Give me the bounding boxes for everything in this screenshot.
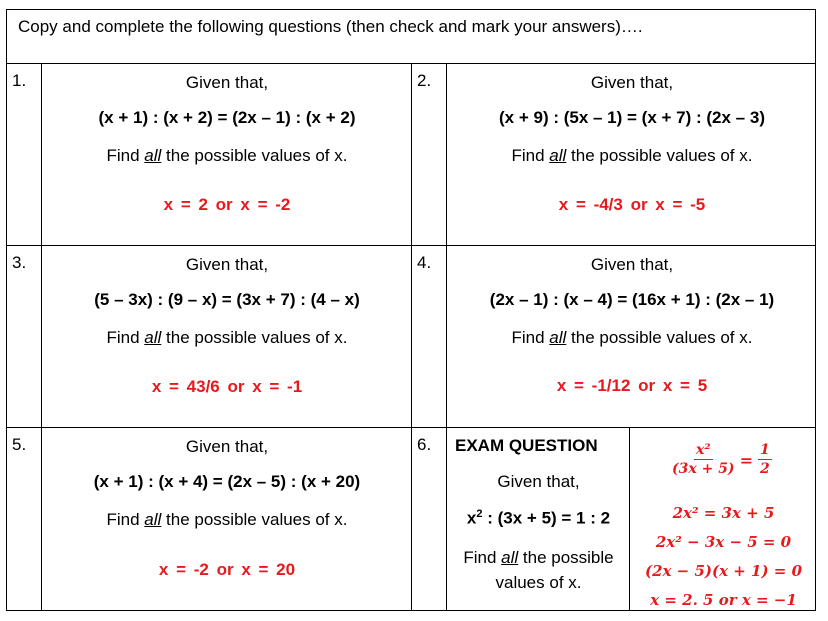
find-instruction: Find all the possible values of x. bbox=[106, 510, 348, 529]
find-instruction: Find all the possible values of x. bbox=[106, 146, 348, 165]
answer: x = -4/3 or x = -5 bbox=[558, 195, 706, 214]
find-instruction: Find all the possible values of x. bbox=[511, 328, 753, 347]
answer: x = -1/12 or x = 5 bbox=[556, 376, 708, 395]
question-number: 6. bbox=[412, 428, 447, 610]
question-equation: (2x – 1) : (x – 4) = (16x + 1) : (2x – 1) bbox=[489, 290, 775, 309]
question-number: 1. bbox=[7, 64, 42, 245]
question-equation: (5 – 3x) : (9 – x) = (3x + 7) : (4 – x) bbox=[94, 290, 360, 309]
question-5-cell bbox=[42, 428, 412, 610]
question-number: 5. bbox=[7, 428, 42, 610]
question-number: 2. bbox=[412, 64, 447, 245]
working-line: (2x − 5)(x + 1) = 0 bbox=[644, 562, 803, 580]
given-text: Given that, bbox=[185, 255, 269, 274]
question-number: 4. bbox=[412, 246, 447, 427]
question-row-1 bbox=[7, 64, 815, 246]
question-row-3 bbox=[7, 428, 815, 610]
given-text: Given that, bbox=[185, 437, 269, 456]
given-text: Given that, bbox=[590, 73, 674, 92]
answer: x = -2 or x = 20 bbox=[158, 560, 296, 579]
question-6-cell bbox=[447, 428, 630, 610]
question-2-cell bbox=[447, 64, 817, 245]
question-1-cell bbox=[42, 64, 412, 245]
given-text: Given that, bbox=[590, 255, 674, 274]
question-4-cell bbox=[447, 246, 817, 427]
question-equation: (x + 1) : (x + 4) = (2x – 5) : (x + 20) bbox=[93, 472, 361, 491]
working-line: 2x² = 3x + 5 bbox=[672, 504, 775, 522]
given-text: Given that, bbox=[497, 472, 580, 491]
given-text: Given that, bbox=[185, 73, 269, 92]
worked-solution bbox=[630, 428, 817, 610]
question-number: 3. bbox=[7, 246, 42, 427]
find-instruction: Find all the possible values of x. bbox=[511, 146, 753, 165]
find-instruction: Find all the possible values of x. bbox=[463, 548, 614, 592]
question-equation: (x + 1) : (x + 2) = (2x – 1) : (x + 2) bbox=[98, 108, 356, 127]
instructions-header: Copy and complete the following questions (then check and mark your answers)…. bbox=[7, 10, 815, 64]
worksheet bbox=[6, 9, 816, 611]
answer: x = 2 or x = -2 bbox=[163, 195, 291, 214]
question-row-2 bbox=[7, 246, 815, 428]
working-line: 2x² − 3x − 5 = 0 bbox=[655, 533, 792, 551]
exam-question-title: EXAM QUESTION bbox=[455, 436, 598, 455]
working-answer: x = 2. 5 or x = −1 bbox=[650, 591, 797, 609]
question-3-cell bbox=[42, 246, 412, 427]
question-equation: $x^2$ : (3x + 5) = 1 : 2 bbox=[466, 508, 611, 528]
answer: x = 43/6 or x = -1 bbox=[151, 377, 303, 396]
question-equation: (x + 9) : (5x – 1) = (x + 7) : (2x – 3) bbox=[499, 108, 765, 127]
fraction-equation: $\frac{\text{x²}}{(3x + 5)}$ = $\frac{1}{2}$ bbox=[672, 442, 770, 477]
find-instruction: Find all the possible values of x. bbox=[106, 328, 348, 347]
